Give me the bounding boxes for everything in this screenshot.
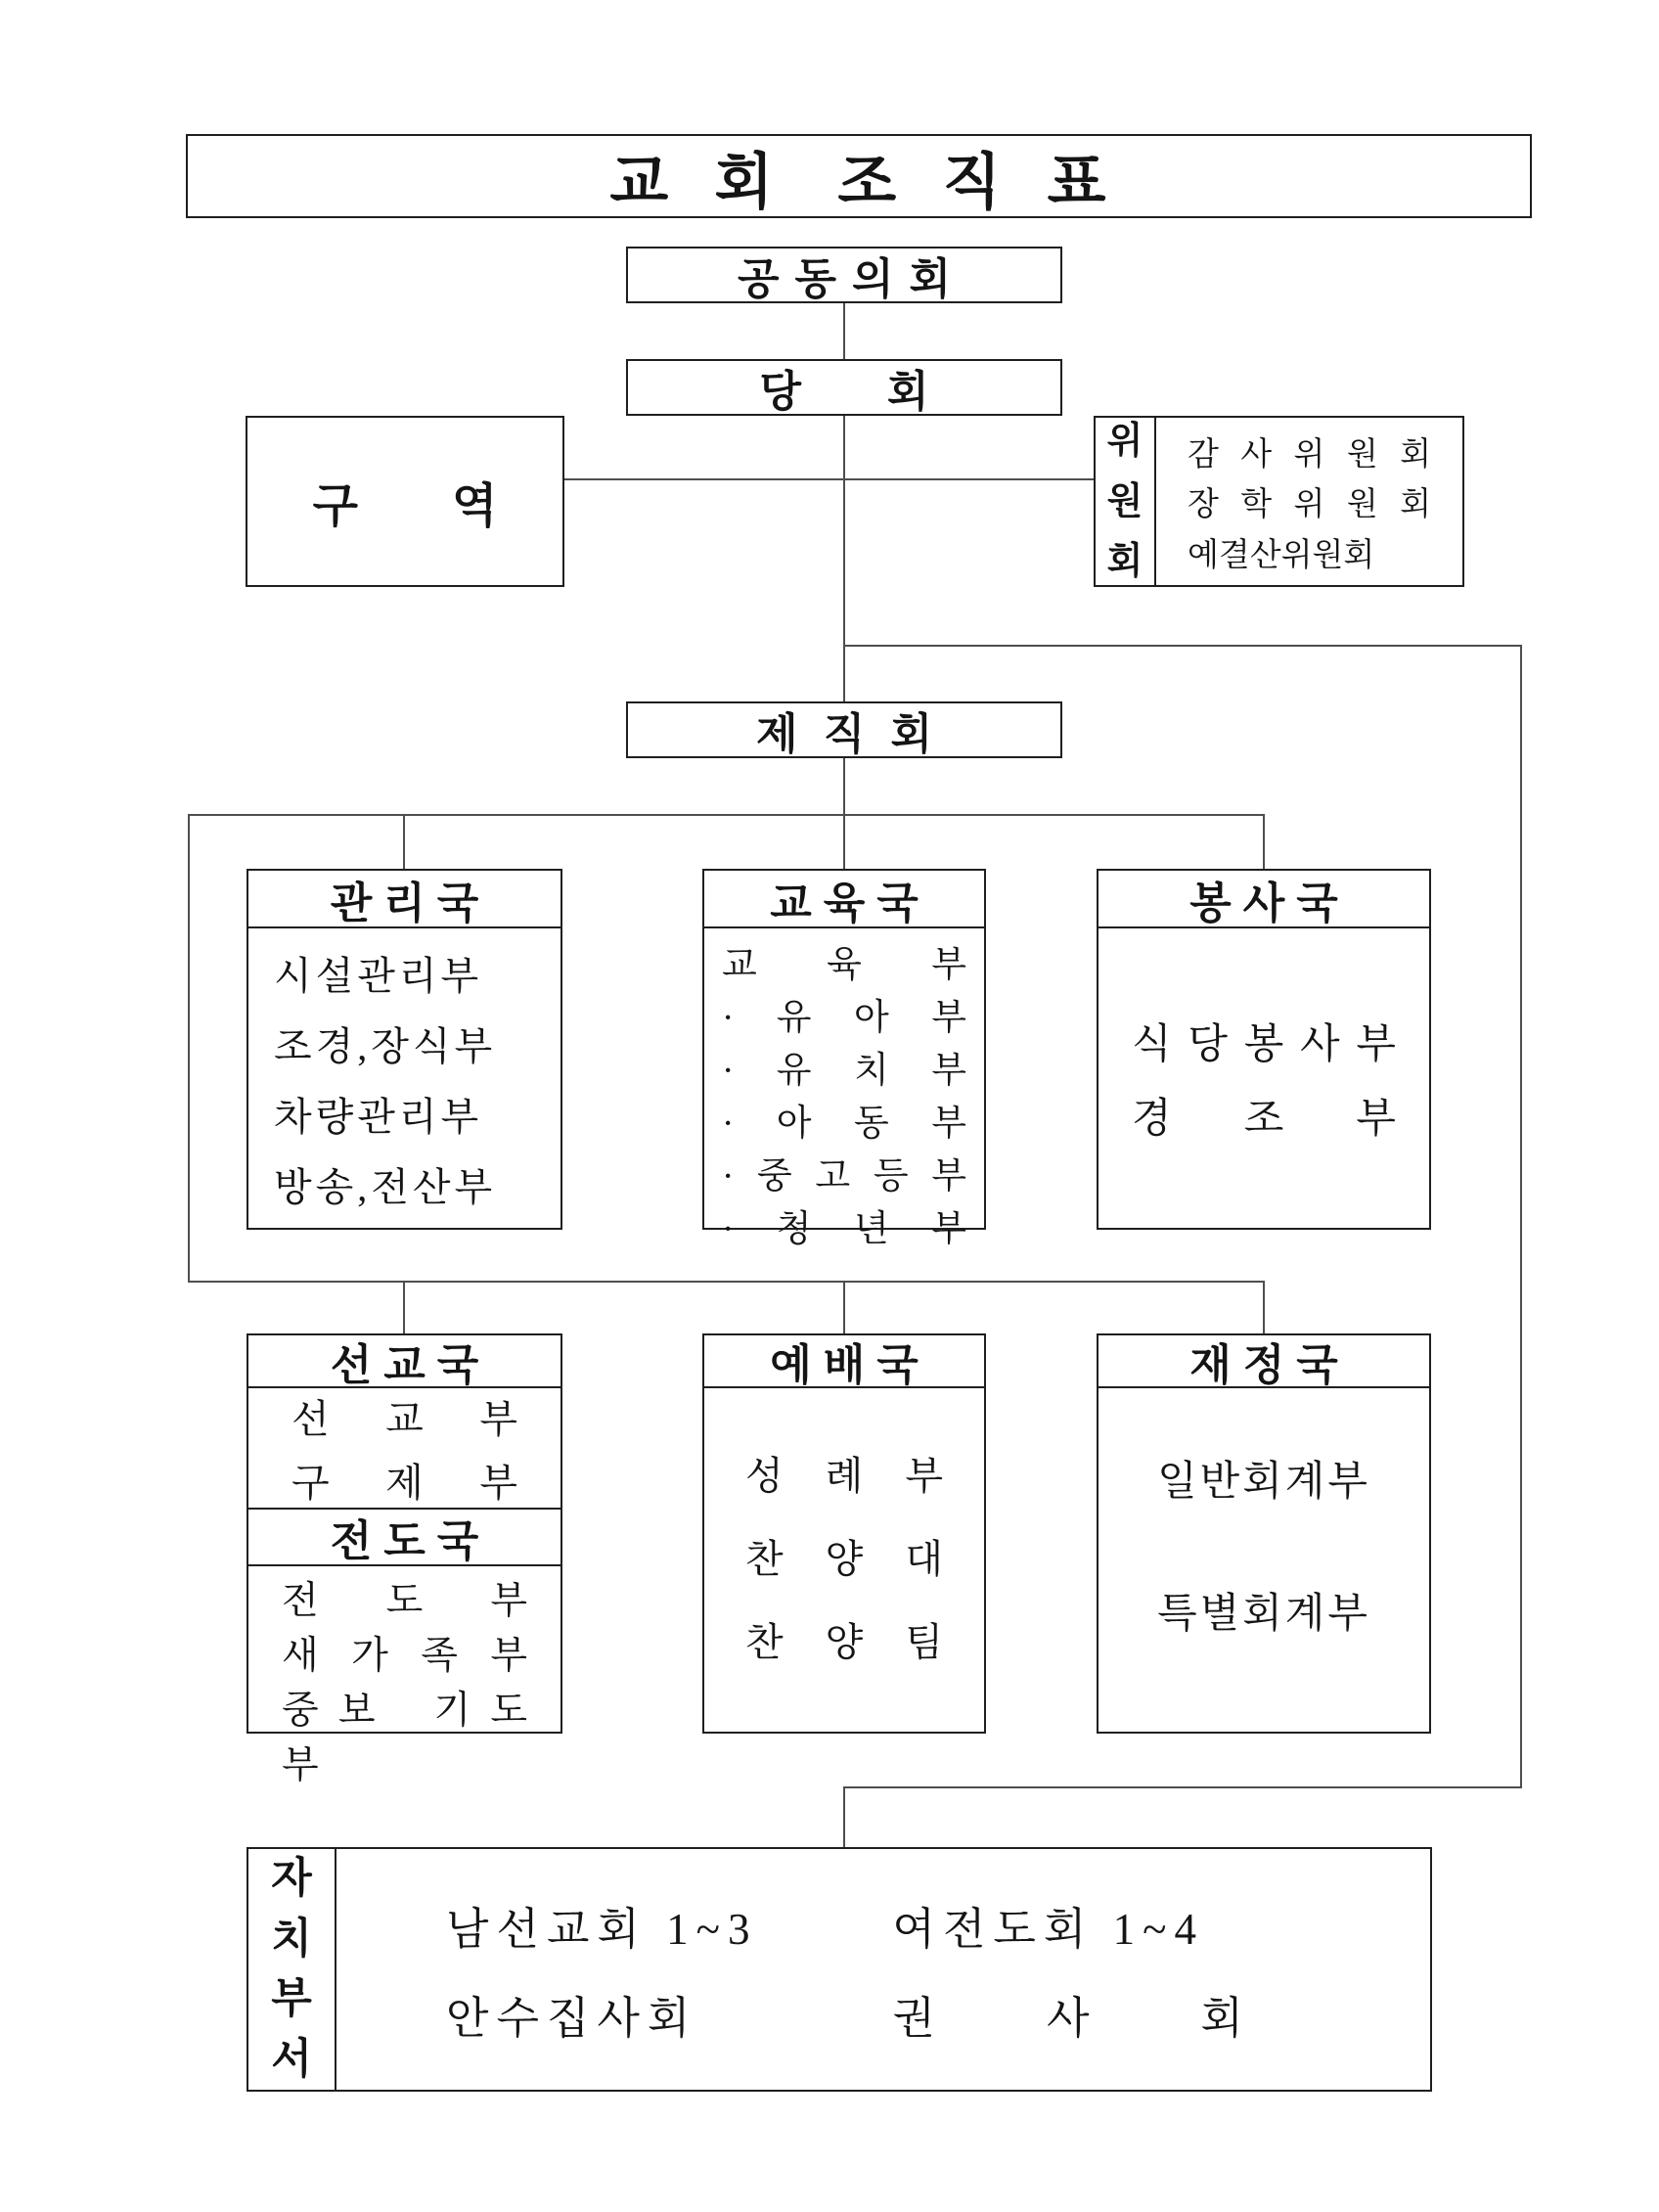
department-item: 구 제 부 — [291, 1461, 517, 1505]
assembly-label: 공동의회 — [737, 255, 966, 303]
worship-bureau-departments — [704, 1388, 984, 1732]
department-item: 중 보 기 도 부 — [282, 1690, 527, 1786]
district-label: 구 역 — [312, 480, 498, 532]
connector-drop-edu — [843, 814, 845, 869]
committee-label-char: 위 — [1106, 421, 1143, 462]
connector-officers-down — [843, 758, 845, 816]
management-bureau-departments — [248, 928, 560, 1228]
connector-row1-horizontal — [188, 814, 1265, 816]
department-item: 찬 양 팀 — [745, 1620, 943, 1664]
group-item: 여전도회 1~4 — [892, 1905, 1204, 1954]
node-congregational-assembly — [626, 247, 1062, 303]
connector-right-vertical — [1520, 645, 1522, 1788]
connector-drop-finance — [1263, 1281, 1265, 1333]
education-bureau-departments — [704, 928, 984, 1257]
service-bureau-departments — [1099, 928, 1429, 1228]
connector-session-officers — [843, 416, 845, 701]
node-committees — [1094, 416, 1464, 587]
node-education-bureau — [702, 869, 986, 1249]
department-item: · 중 고 등 부 — [722, 1156, 966, 1196]
department-item: 식 당 봉 사 부 — [1132, 1022, 1396, 1067]
node-mission-bureau — [247, 1333, 562, 1786]
session-label: 당 회 — [759, 368, 929, 416]
connector-into-autonomy — [843, 1786, 845, 1847]
evangelism-bureau-departments — [248, 1566, 560, 1793]
committee-label-char: 원 — [1106, 480, 1143, 522]
department-item: 찬 양 대 — [745, 1537, 943, 1581]
worship-bureau-title: 예배국 — [704, 1335, 984, 1388]
service-bureau-title: 봉사국 — [1099, 871, 1429, 928]
department-item: 특별회계부 — [1157, 1592, 1370, 1638]
connector-drop-mission — [403, 1281, 405, 1333]
department-item: 성 례 부 — [745, 1454, 943, 1498]
connector-row2-horizontal — [188, 1281, 1265, 1283]
evangelism-bureau-title: 전도국 — [248, 1508, 560, 1566]
group-item: 권 사 회 — [892, 1994, 1251, 2043]
autonomous-vertical-label — [248, 1849, 336, 2090]
connector-drop-mgmt — [403, 814, 405, 869]
connector-drop-worship — [843, 1281, 845, 1333]
education-bureau-title: 교육국 — [704, 871, 984, 928]
department-item: 교 육 부 — [722, 945, 966, 985]
node-session — [626, 359, 1062, 416]
committee-item: 장 학 위 원 회 — [1188, 487, 1431, 522]
mission-bureau-departments — [248, 1388, 560, 1508]
finance-bureau-departments — [1099, 1388, 1429, 1732]
node-worship-bureau — [702, 1333, 986, 1734]
autonomy-label-char: 자 — [271, 1855, 312, 1902]
committee-item: 감 사 위 원 회 — [1188, 436, 1431, 473]
connector-district-committee — [564, 478, 1094, 480]
autonomy-label-char: 부 — [271, 1975, 312, 2023]
group-item: 안수집사회 — [446, 1994, 698, 2043]
chart-title-box — [186, 134, 1532, 218]
group-item: 남선교회 1~3 — [446, 1905, 758, 1954]
autonomy-label-char: 치 — [271, 1915, 312, 1963]
department-item: · 아 동 부 — [722, 1104, 966, 1144]
chart-title: 교 회 조 직 표 — [609, 148, 1108, 216]
node-management-bureau — [247, 869, 562, 1230]
department-item: · 유 아 부 — [722, 998, 966, 1038]
node-district — [246, 416, 564, 587]
department-item: 조경,장식부 — [274, 1023, 497, 1068]
connector-branch-right — [843, 645, 1522, 647]
connector-left-vertical — [188, 814, 190, 1283]
department-item: · 유 치 부 — [722, 1051, 966, 1091]
committees-list — [1156, 418, 1462, 585]
node-autonomous-departments — [247, 1847, 1432, 2092]
department-item: 일반회계부 — [1157, 1459, 1370, 1505]
management-bureau-title: 관리국 — [248, 871, 560, 928]
department-item: 새 가 족 부 — [282, 1635, 527, 1677]
autonomous-group-column — [892, 1893, 1250, 2046]
connector-drop-svc — [1263, 814, 1265, 869]
node-service-bureau — [1097, 869, 1431, 1230]
department-item: 시설관리부 — [274, 953, 483, 998]
autonomy-label-char: 서 — [271, 2035, 312, 2083]
committees-vertical-label — [1096, 418, 1156, 585]
department-item: 차량관리부 — [274, 1094, 483, 1139]
department-item: 방송,전산부 — [274, 1164, 497, 1209]
committee-label-char: 회 — [1106, 541, 1143, 582]
mission-bureau-title: 선교국 — [248, 1335, 560, 1388]
department-item: · 청 년 부 — [722, 1209, 966, 1249]
department-item: 전 도 부 — [282, 1580, 527, 1622]
department-item: 경 조 부 — [1132, 1097, 1396, 1142]
finance-bureau-title: 재정국 — [1099, 1335, 1429, 1388]
node-officers-board — [626, 701, 1062, 758]
connector-bottom-horizontal — [843, 1786, 1522, 1788]
officers-label: 제 직 회 — [756, 710, 932, 758]
autonomous-groups — [336, 1849, 1430, 2090]
connector-assembly-session — [843, 303, 845, 359]
committee-item: 예결산위원회 — [1188, 537, 1375, 573]
autonomous-group-column — [446, 1893, 757, 2046]
node-finance-bureau — [1097, 1333, 1431, 1734]
department-item: 선 교 부 — [291, 1397, 517, 1441]
